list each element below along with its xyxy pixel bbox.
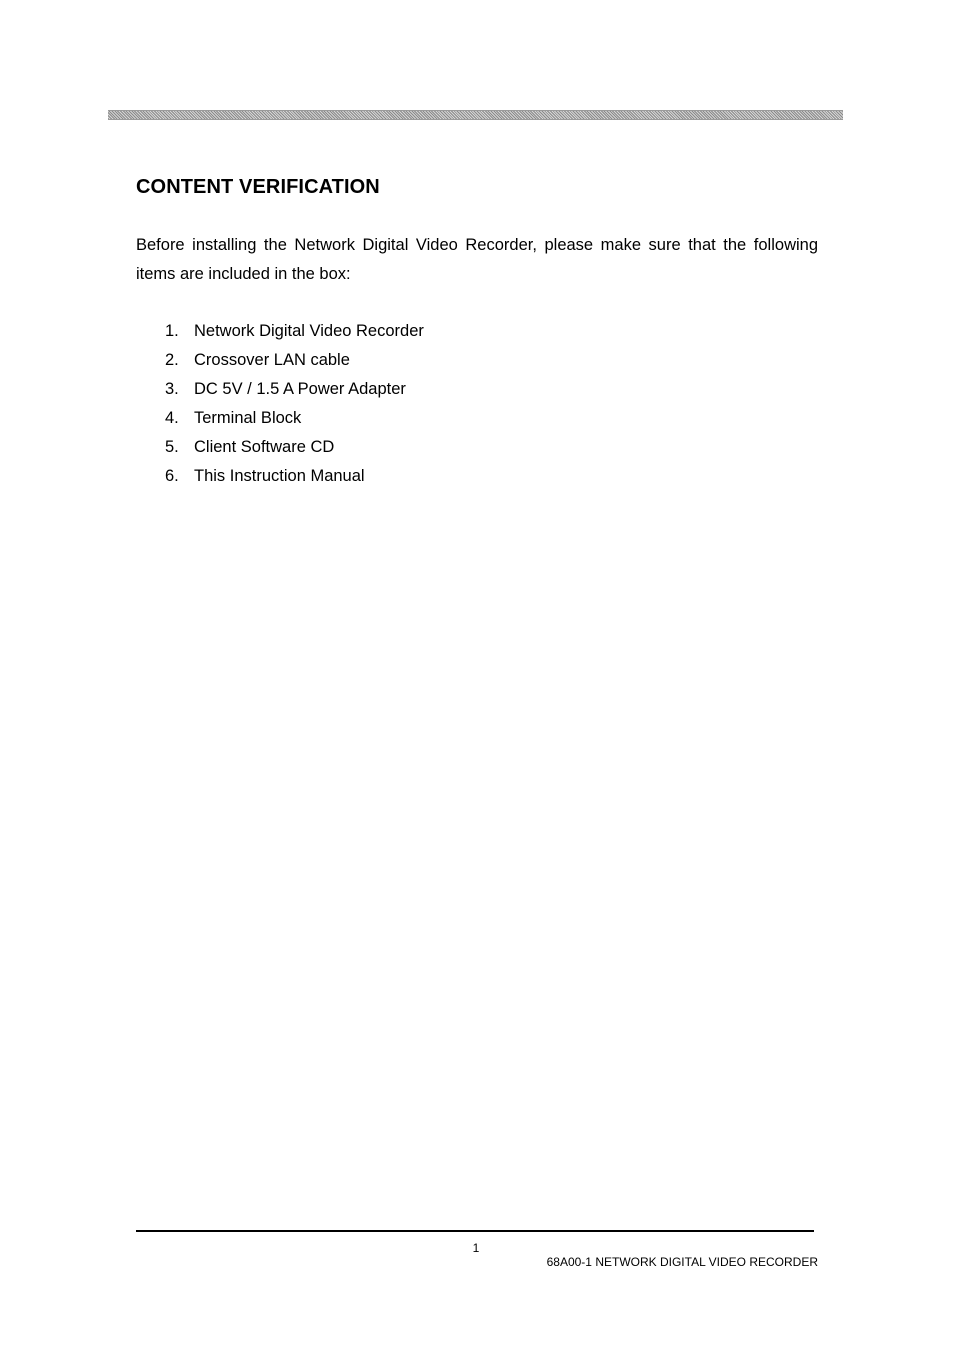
footer-divider <box>136 1230 814 1232</box>
section-title: CONTENT VERIFICATION <box>136 176 380 198</box>
page-number: 1 <box>472 1241 480 1255</box>
list-item-number: 4. <box>165 409 179 427</box>
list-item-label: Crossover LAN cable <box>194 351 350 369</box>
footer-document-name: 68A00-1 NETWORK DIGITAL VIDEO RECORDER <box>546 1255 818 1269</box>
list-item-label: This Instruction Manual <box>194 467 365 485</box>
list-item-label: Terminal Block <box>194 409 302 427</box>
list-item <box>136 346 424 375</box>
list-item <box>136 462 424 491</box>
list-item-label: Client Software CD <box>194 438 335 456</box>
list-item-label: DC 5V / 1.5 A Power Adapter <box>194 380 406 398</box>
list-item <box>136 375 424 404</box>
list-item <box>136 433 424 462</box>
list-item-number: 5. <box>165 438 179 456</box>
list-item-label: Network Digital Video Recorder <box>194 322 424 340</box>
list-item-number: 3. <box>165 380 179 398</box>
list-item <box>136 317 424 346</box>
list-item-number: 2. <box>165 351 179 369</box>
list-item-number: 6. <box>165 467 179 485</box>
header-decorative-bar <box>108 110 843 120</box>
intro-paragraph: Before installing the Network Digital Video Recorder, please make sure that the following items are included in the box: <box>136 236 818 283</box>
contents-list <box>136 317 424 491</box>
list-item-number: 1. <box>165 322 179 340</box>
list-item <box>136 404 424 433</box>
